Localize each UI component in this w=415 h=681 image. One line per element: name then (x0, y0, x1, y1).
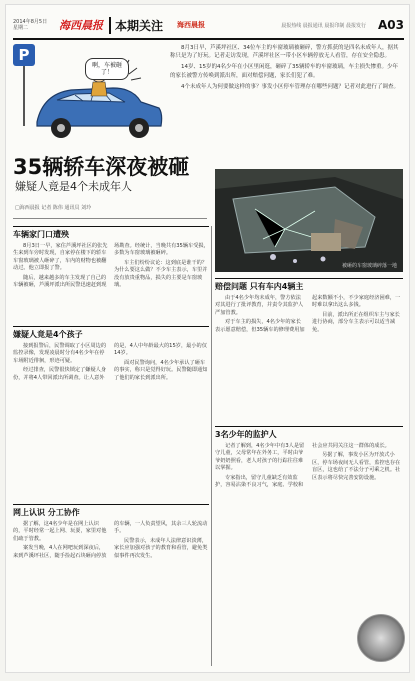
main-headline: 35辆轿车深夜被砸 (13, 155, 190, 179)
section-paragraph: 面对民警询问，4名少年承认了砸车的事实，称只是觉得好玩。民警随即通知了他们的家长到派出所。 (114, 359, 208, 381)
article-section-4 (13, 504, 209, 664)
section-heading: 赔偿问题 只有车内4辆主 (215, 278, 403, 292)
photo-caption: 被砸的车窗玻璃碎落一地 (341, 263, 397, 269)
section-heading: 车辆家门口遭殃 (13, 226, 209, 240)
parking-sign-icon: P (13, 44, 35, 66)
round-logo-icon (357, 614, 405, 662)
section-heading: 嫌疑人竟是4个孩子 (13, 326, 209, 340)
byline: □海西晨报 记者 陈伟 通讯员 刘玲 (15, 205, 92, 211)
issue-date: 2014年8月5日 星期二 (13, 19, 48, 31)
article-section-5 (215, 426, 403, 606)
section-paragraph: 专家指出，留守儿童缺乏有效监护，容易沾染不良习气，家庭、学校和社会应共同关注这一群体的成长。 (215, 443, 390, 489)
newspaper-page (5, 4, 410, 673)
article-section-3 (215, 278, 403, 418)
header-meta: 晨报热线 晨报通讯 晨报印制 晨报发行 (281, 22, 366, 29)
sub-headline: 嫌疑人竟是4个未成年人 (15, 180, 132, 193)
section-heading: 网上认识 分工协作 (13, 504, 209, 518)
page-header (13, 12, 404, 40)
section-paragraph: 记者了解到，4名少年中有3人是留守儿童，父母常年在外务工，平时由爷爷奶奶照看，老人对孩子的行踪往往难以掌握。 (215, 443, 305, 472)
column-divider (211, 226, 212, 666)
section-paragraph: 经过排查，民警很快锁定了嫌疑人身份，并将4人带回派出所调查。让人意外的是，4人中年龄最大的15岁，最小的仅14岁。 (13, 343, 207, 381)
paper-brand: 海西晨报 (59, 19, 103, 32)
news-photo (215, 169, 403, 272)
speech-bubble: 啊，车被砸了！ (85, 58, 129, 80)
right-brand: 海西晨报 (177, 21, 206, 29)
intro-text (170, 44, 402, 94)
section-paragraph: 另据了解，事发小区为开放式小区，停车场夜间无人看管，监控也存在盲区，这也给了不法分子可乘之机。社区表示将尽快完善安防设施。 (312, 452, 401, 481)
section-paragraph: 对于车主的损失，4名少年的家长表示愿意赔偿，但35辆车的修理费用加起来数额不小，不少家庭经济困难，一时难以拿出这么多钱。 (215, 295, 401, 333)
section-paragraph: 车主们纷纷议论：这到底是谁干的？为什么要这么做？不少车主表示，车里并没有放贵重物品，损失的主要是车窗玻璃。 (114, 259, 208, 289)
section-paragraph: 目前，派出所正在组织车主与家长进行协商，部分车主表示可以适当减免。 (312, 311, 400, 333)
section-title: 本期关注 (109, 17, 163, 34)
section-heading: 3名少年的监护人 (215, 426, 403, 440)
article-section-1 (13, 226, 209, 316)
section-paragraph: 民警表示，未成年人法律意识淡薄，家长应加强对孩子的教育和看管，避免类似事件再次发生。 (114, 537, 208, 559)
intro-paragraph: 4个未成年人为何要做这样的事？事发小区停车管理存在哪些问题？记者对此进行了调查。 (181, 83, 400, 90)
broken-car-window-photo (215, 169, 403, 272)
divider (13, 218, 207, 219)
section-paragraph: 由于4名少年均未成年，警方依法对其进行了批评教育，并责令其监护人严加管教。 (215, 295, 304, 316)
section-paragraph: 接到报警后，民警调取了小区周边的监控录像，发现凌晨时分有4名少年在停车场附近徘徊，形迹可疑。 (13, 343, 107, 364)
intro-paragraph: 8月3日早，芦溪坪社区、34位车主的车窗玻璃被砸碎，警方抓获的是四名未成年人，据其称只是为了好玩。记者走访发现，芦溪坪社区一带小区车辆停放无人看管，存在安全隐患。 (170, 45, 399, 60)
intro-paragraph: 14岁、15岁的4名少年在小区里闲逛，砸碎了35辆轿车的车窗玻璃，车主损失惨重。少年的家长被警方传唤到派出所，面对赔偿问题，家长们犯了难。 (170, 64, 398, 79)
section-paragraph: 据了解，这4名少年是在网上认识的，平时经常一起上网、玩耍，家里对他们疏于管教。 (13, 521, 107, 542)
page-number: A03 (378, 18, 404, 32)
section-paragraph: 8月3日一早，家住芦溪坪社区的张先生来到车旁时发现，自家停在楼下的轿车车窗玻璃被人砸碎了，车内的财物也被翻动过。他立即报了警。 (13, 243, 108, 272)
section-paragraph: 随后，越来越多的车主发现了自己的车辆被砸，芦溪坪派出所民警迅速赶到现场勘查。经统计，当晚共有35辆车受损，多数为车窗玻璃被砸碎。 (13, 243, 209, 289)
article-section-2 (13, 326, 209, 418)
cartoon-illustration (13, 44, 165, 149)
section-paragraph: 案发当晚，4人在网吧玩到深夜后，来到芦溪坪社区，随手捡起石块砸向停放的车辆，一人负责望风，其余三人轮流动手。 (13, 521, 208, 559)
